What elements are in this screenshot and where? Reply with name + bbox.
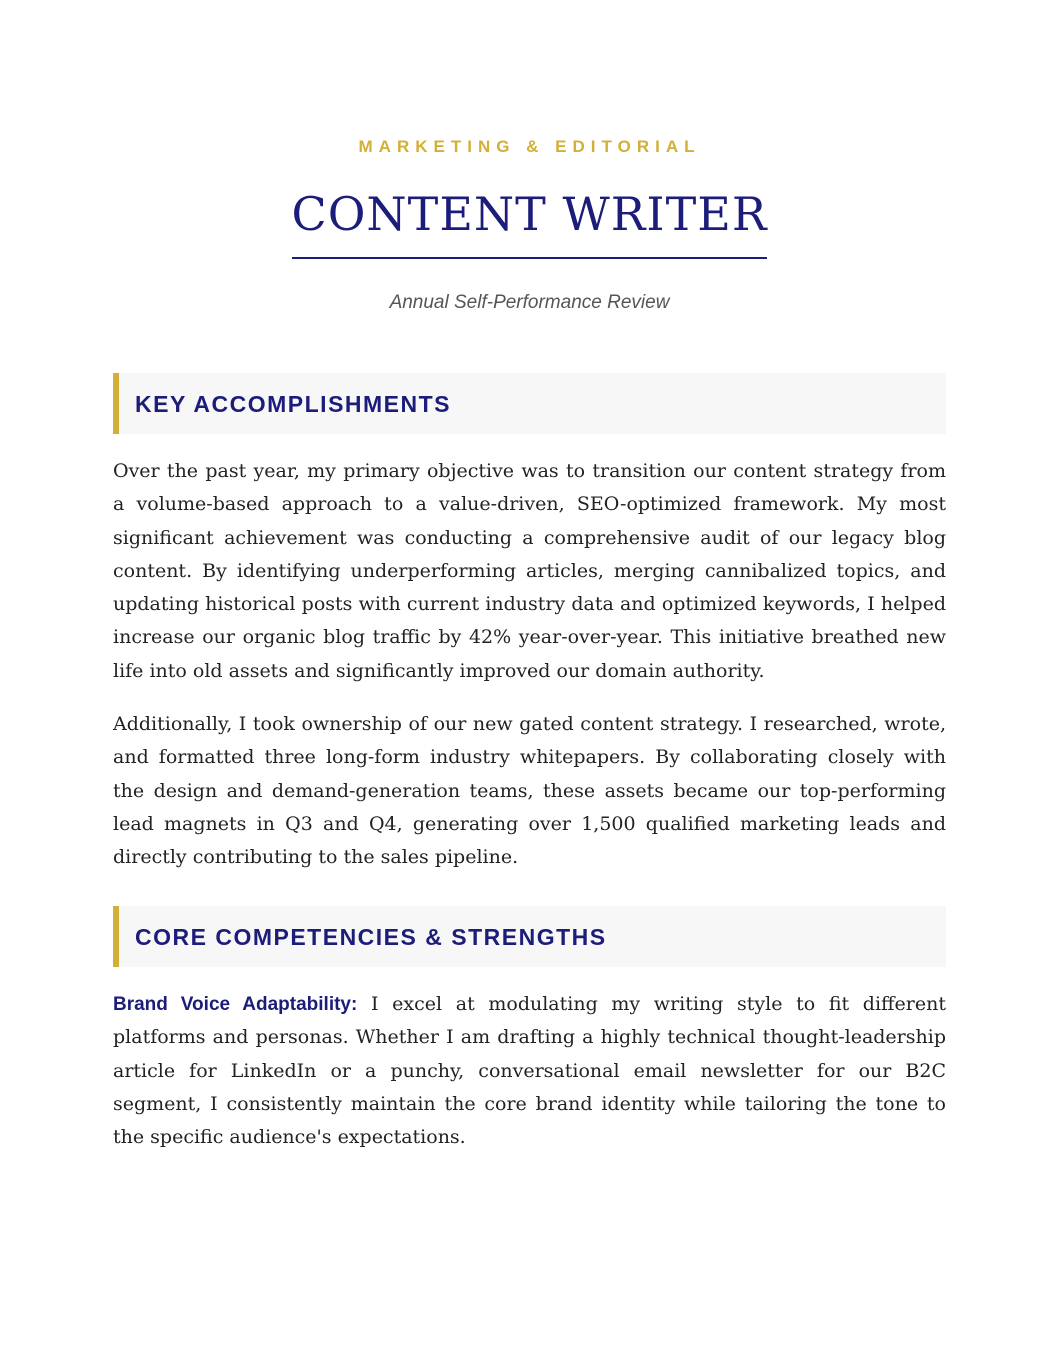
section-heading: CORE COMPETENCIES & STRENGTHS bbox=[135, 924, 607, 950]
department-kicker: MARKETING & EDITORIAL bbox=[358, 137, 701, 156]
competency-text: I excel at modulating my writing style to fit different platforms and personas. Whether I am drafting a highly technical thought-leadership article for LinkedIn or a punchy, conversational email newsletter for our B2C segment, I consistently maintain the core brand identity while tailoring the tone to the specific audience's expectations. bbox=[113, 993, 946, 1149]
accomplishments-paragraph-1: Over the past year, my primary objective was to transition our content strategy from a volume-based approach to a value-driven, SEO-optimized framework. My most significant achievement was conducting a comprehensive audit of our legacy blog content. By identifying underperforming articles, merging cannibalized topics, and updating historical posts with current industry data and optimized keywords, I helped increase our organic blog traffic by 42% year-over-year. This initiative breathed new life into old assets and significantly improved our domain authority. bbox=[113, 460, 946, 682]
competency-item bbox=[113, 988, 946, 1154]
section-header-core-competencies bbox=[113, 906, 946, 967]
competency-lead: Brand Voice Adaptability: bbox=[113, 994, 358, 1015]
section-heading: KEY ACCOMPLISHMENTS bbox=[135, 391, 452, 417]
section-header-key-accomplishments bbox=[113, 373, 946, 434]
title-block bbox=[113, 183, 946, 259]
accomplishments-paragraph-2: Additionally, I took ownership of our new gated content strategy. I researched, wrote, and formatted three long-form industry whitepapers. By collaborating closely with the design and demand-generation teams, these assets became our top-performing lead magnets in Q3 and Q4, generating over 1,500 qualified marketing leads and directly contributing to the sales pipeline. bbox=[113, 713, 946, 869]
page-subtitle: Annual Self-Performance Review bbox=[389, 292, 670, 313]
page-title: CONTENT WRITER bbox=[292, 183, 768, 259]
